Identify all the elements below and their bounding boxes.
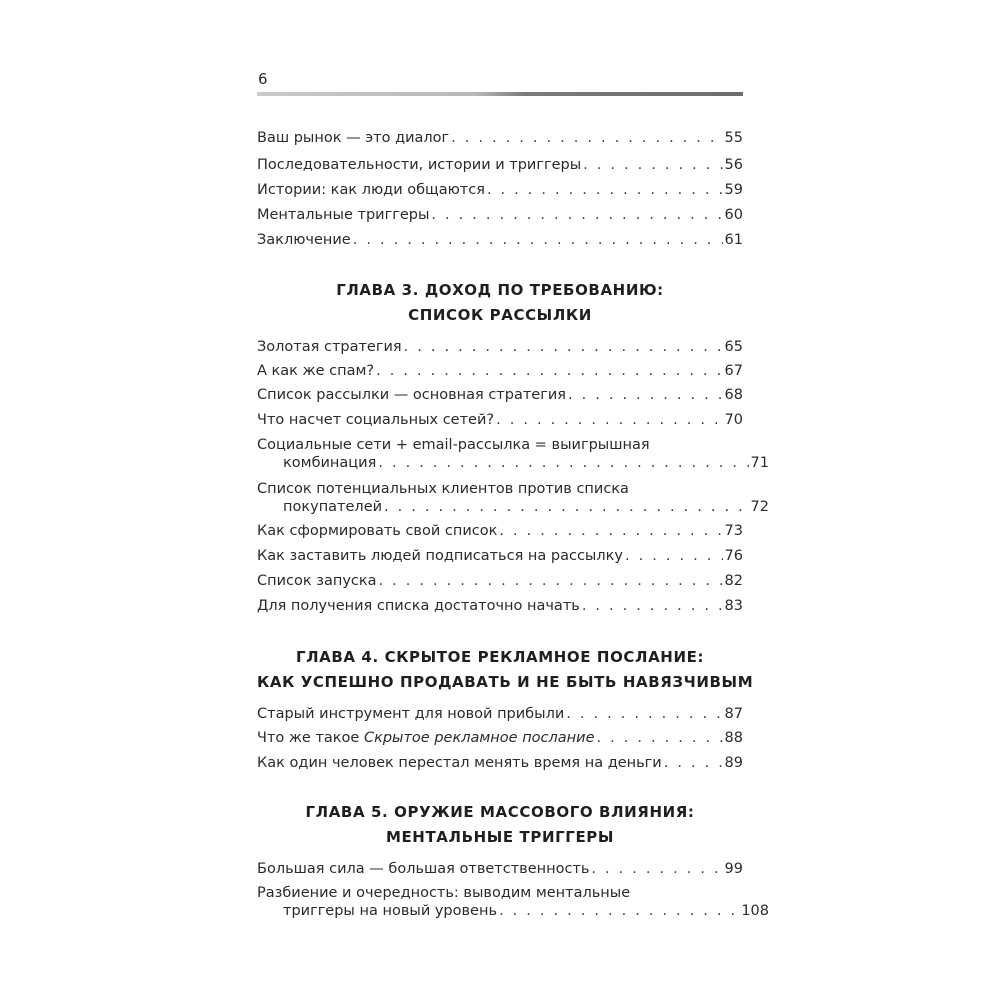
chapter-heading-line: ГЛАВА 5. ОРУЖИЕ МАССОВОГО ВЛИЯНИЯ: — [305, 803, 695, 821]
toc-entry-page: 67 — [724, 363, 743, 379]
toc-entry-title: А как же спам? — [257, 363, 375, 379]
toc-entry-title: Большая сила — большая ответственность — [257, 861, 590, 877]
toc-entry[interactable] — [257, 754, 743, 772]
toc-entry-title-line: Разбиение и очередность: выводим ментальные — [257, 885, 631, 901]
toc-entry-page: 65 — [724, 339, 743, 355]
toc-entry-title: Старый инструмент для новой прибыли — [257, 706, 565, 722]
leader-dots — [378, 454, 748, 472]
chapter-heading — [257, 278, 743, 328]
toc-entry-page: 89 — [724, 755, 743, 771]
toc-entry-page: 99 — [724, 861, 743, 877]
toc-entry[interactable] — [257, 206, 743, 224]
toc-entry-page: 68 — [724, 387, 743, 403]
leader-dots — [487, 181, 723, 199]
toc-entry-title-italic: Скрытое рекламное послание — [363, 730, 595, 746]
toc-entry-title: Последовательности, истории и триггеры — [257, 157, 582, 173]
toc-entry-title: Список запуска — [257, 573, 377, 589]
chapter-heading-line: КАК УСПЕШНО ПРОДАВАТЬ И НЕ БЫТЬ НАВЯЗЧИВЫМ — [257, 673, 754, 691]
toc-entry-page: 72 — [750, 499, 769, 515]
leader-dots — [582, 597, 723, 615]
toc-entry-title: Список рассылки — основная стратегия — [257, 387, 566, 403]
toc-entry-page: 59 — [724, 182, 743, 198]
toc-entry[interactable] — [257, 436, 769, 472]
toc-entry[interactable] — [257, 181, 743, 199]
toc-entry-page: 70 — [724, 412, 743, 428]
chapter-heading-line: МЕНТАЛЬНЫЕ ТРИГГЕРЫ — [385, 828, 615, 846]
leader-dots — [353, 231, 723, 249]
leader-dots — [597, 729, 723, 747]
toc-entry-page: 60 — [724, 207, 743, 223]
toc-entry-page: 61 — [724, 232, 743, 248]
leader-dots — [376, 362, 722, 380]
toc-entry-title-line: Социальные сети + email-рассылка = выигрышная — [257, 437, 650, 453]
chapter-heading-line: ГЛАВА 3. ДОХОД ПО ТРЕБОВАНИЮ: — [336, 281, 664, 299]
chapter-heading — [257, 645, 754, 695]
header-rule — [257, 92, 743, 96]
toc-entry[interactable] — [257, 860, 743, 878]
leader-dots — [496, 411, 722, 429]
leader-dots — [431, 206, 722, 224]
leader-dots — [404, 338, 723, 356]
toc-entry-title: комбинация — [283, 455, 377, 471]
leader-dots — [384, 498, 749, 516]
toc-entry-title-prefix: Что же такое — [257, 730, 364, 746]
toc-entry[interactable] — [257, 884, 769, 920]
toc-entry[interactable] — [257, 522, 743, 540]
leader-dots — [499, 522, 722, 540]
leader-dots — [583, 156, 722, 174]
leader-dots — [499, 902, 739, 920]
toc-entry-page: 71 — [750, 455, 769, 471]
leader-dots — [568, 386, 723, 404]
toc-entry[interactable] — [257, 572, 743, 590]
chapter-heading-line: СПИСОК РАССЫЛКИ — [408, 306, 592, 324]
toc-entry-title: покупателей — [283, 499, 383, 515]
toc-entry-title: Ваш рынок — это диалог — [257, 130, 450, 146]
page-number: 6 — [258, 70, 268, 88]
chapter-heading-line: ГЛАВА 4. СКРЫТОЕ РЕКЛАМНОЕ ПОСЛАНИЕ: — [295, 648, 705, 666]
toc-entry-page: 76 — [724, 548, 743, 564]
toc-entry-page: 87 — [724, 706, 743, 722]
leader-dots — [664, 754, 723, 772]
toc-entry-title: Для получения списка достаточно начать — [257, 598, 580, 614]
toc-entry-title: Что насчет социальных сетей? — [257, 412, 495, 428]
toc-entry[interactable] — [257, 597, 743, 615]
toc-entry[interactable] — [257, 362, 743, 380]
leader-dots — [451, 129, 722, 147]
toc-entry-page: 56 — [724, 157, 743, 173]
toc-entry-title: Истории: как люди общаются — [257, 182, 485, 198]
toc-entry[interactable] — [257, 386, 743, 404]
leader-dots — [379, 572, 723, 590]
toc-entry-page: 108 — [741, 903, 769, 919]
toc-entry-title: Заключение — [257, 232, 351, 248]
leader-dots — [566, 705, 722, 723]
toc-entry-title: Как сформировать свой список — [257, 523, 498, 539]
toc-entry[interactable] — [257, 338, 743, 356]
toc-entry-title-line: Список потенциальных клиентов против списка — [257, 481, 629, 497]
toc-entry[interactable] — [257, 547, 743, 565]
toc-entry-page: 55 — [724, 130, 743, 146]
toc-entry-page: 88 — [724, 730, 743, 746]
toc-entry-page: 83 — [724, 598, 743, 614]
toc-entry-page: 82 — [724, 573, 743, 589]
chapter-heading — [257, 800, 743, 850]
toc-entry-title — [257, 729, 595, 747]
toc-entry-title: Золотая стратегия — [257, 339, 402, 355]
leader-dots — [625, 547, 723, 565]
toc-entry[interactable] — [257, 231, 743, 249]
toc-entry-title: Как заставить людей подписаться на рассылку — [257, 548, 623, 564]
leader-dots — [591, 860, 722, 878]
toc-entry[interactable] — [257, 156, 743, 174]
toc-entry-page: 73 — [724, 523, 743, 539]
toc-entry[interactable] — [257, 129, 743, 147]
toc-entry[interactable] — [257, 705, 743, 723]
toc-entry-title: Ментальные триггеры — [257, 207, 430, 223]
book-page — [257, 0, 769, 1000]
toc-entry-title: Как один человек перестал менять время на деньги — [257, 755, 662, 771]
toc-entry[interactable] — [257, 729, 743, 747]
toc-entry[interactable] — [257, 411, 743, 429]
toc-entry-title: триггеры на новый уровень — [283, 903, 497, 919]
toc-entry[interactable] — [257, 480, 769, 516]
